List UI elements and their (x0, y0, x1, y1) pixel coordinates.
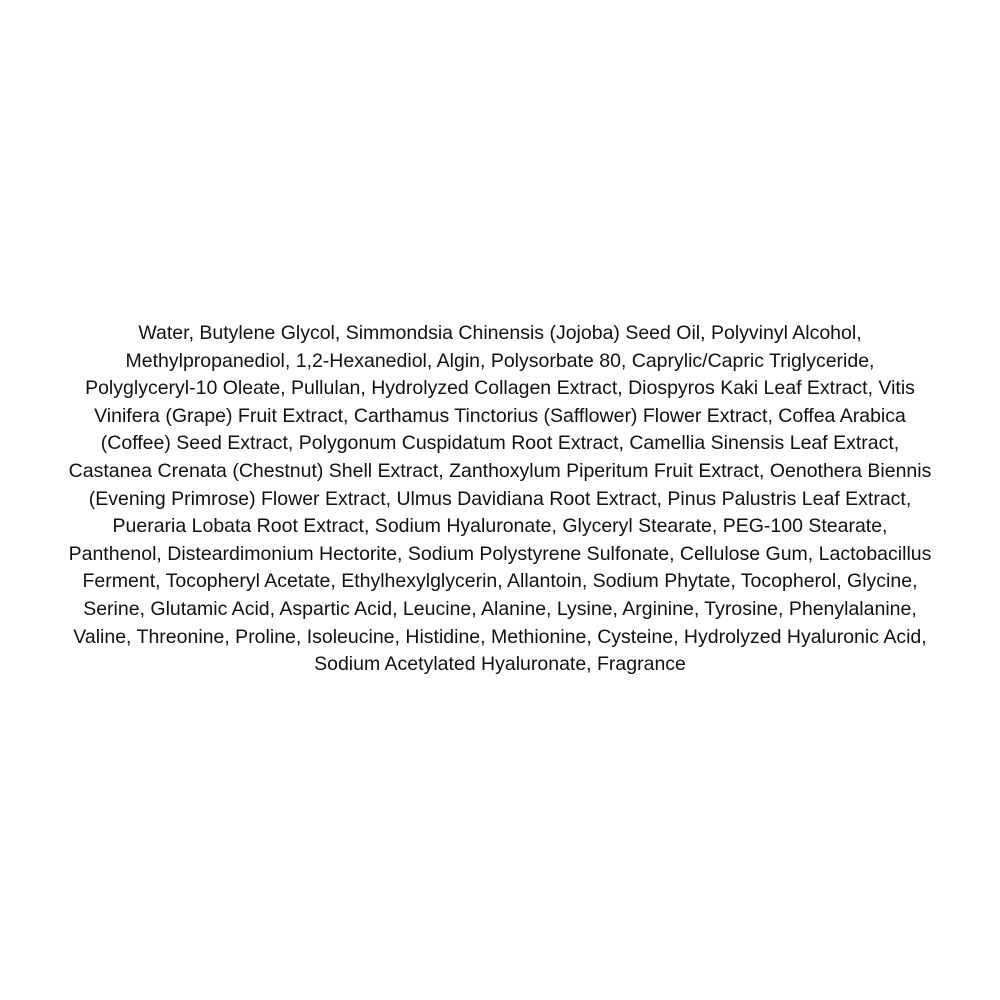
ingredients-list (20, 320, 980, 679)
ingredients-line: Vinifera (Grape) Fruit Extract, Carthamus Tinctorius (Safflower) Flower Extract, Coffea Arabica (94, 404, 906, 427)
ingredients-line: Sodium Acetylated Hyaluronate, Fragrance (314, 653, 686, 676)
ingredients-line: Ferment, Tocopheryl Acetate, Ethylhexylglycerin, Allantoin, Sodium Phytate, Tocopherol, Glycine, (82, 570, 918, 593)
ingredients-line: Polyglyceryl-10 Oleate, Pullulan, Hydrolyzed Collagen Extract, Diospyros Kaki Leaf Extract, Vitis (85, 377, 915, 400)
ingredients-line: Valine, Threonine, Proline, Isoleucine, Histidine, Methionine, Cysteine, Hydrolyzed Hyaluronic Acid, (73, 625, 927, 648)
ingredients-line: (Coffee) Seed Extract, Polygonum Cuspidatum Root Extract, Camellia Sinensis Leaf Extract, (100, 432, 900, 455)
ingredients-line: Serine, Glutamic Acid, Aspartic Acid, Leucine, Alanine, Lysine, Arginine, Tyrosine, Phenylalanine, (83, 597, 917, 620)
ingredients-line: Castanea Crenata (Chestnut) Shell Extract, Zanthoxylum Piperitum Fruit Extract, Oenothera Biennis (68, 459, 932, 482)
ingredients-line: Methylpropanediol, 1,2-Hexanediol, Algin, Polysorbate 80, Caprylic/Capric Triglyceride, (125, 349, 875, 372)
ingredients-line: Pueraria Lobata Root Extract, Sodium Hyaluronate, Glyceryl Stearate, PEG-100 Stearate, (112, 515, 888, 538)
ingredients-line: Water, Butylene Glycol, Simmondsia Chinensis (Jojoba) Seed Oil, Polyvinyl Alcohol, (138, 322, 862, 344)
ingredients-line: Panthenol, Disteardimonium Hectorite, Sodium Polystyrene Sulfonate, Cellulose Gum, Lactobacillus (68, 542, 932, 565)
ingredients-line: (Evening Primrose) Flower Extract, Ulmus Davidiana Root Extract, Pinus Palustris Leaf Extract, (88, 487, 912, 510)
